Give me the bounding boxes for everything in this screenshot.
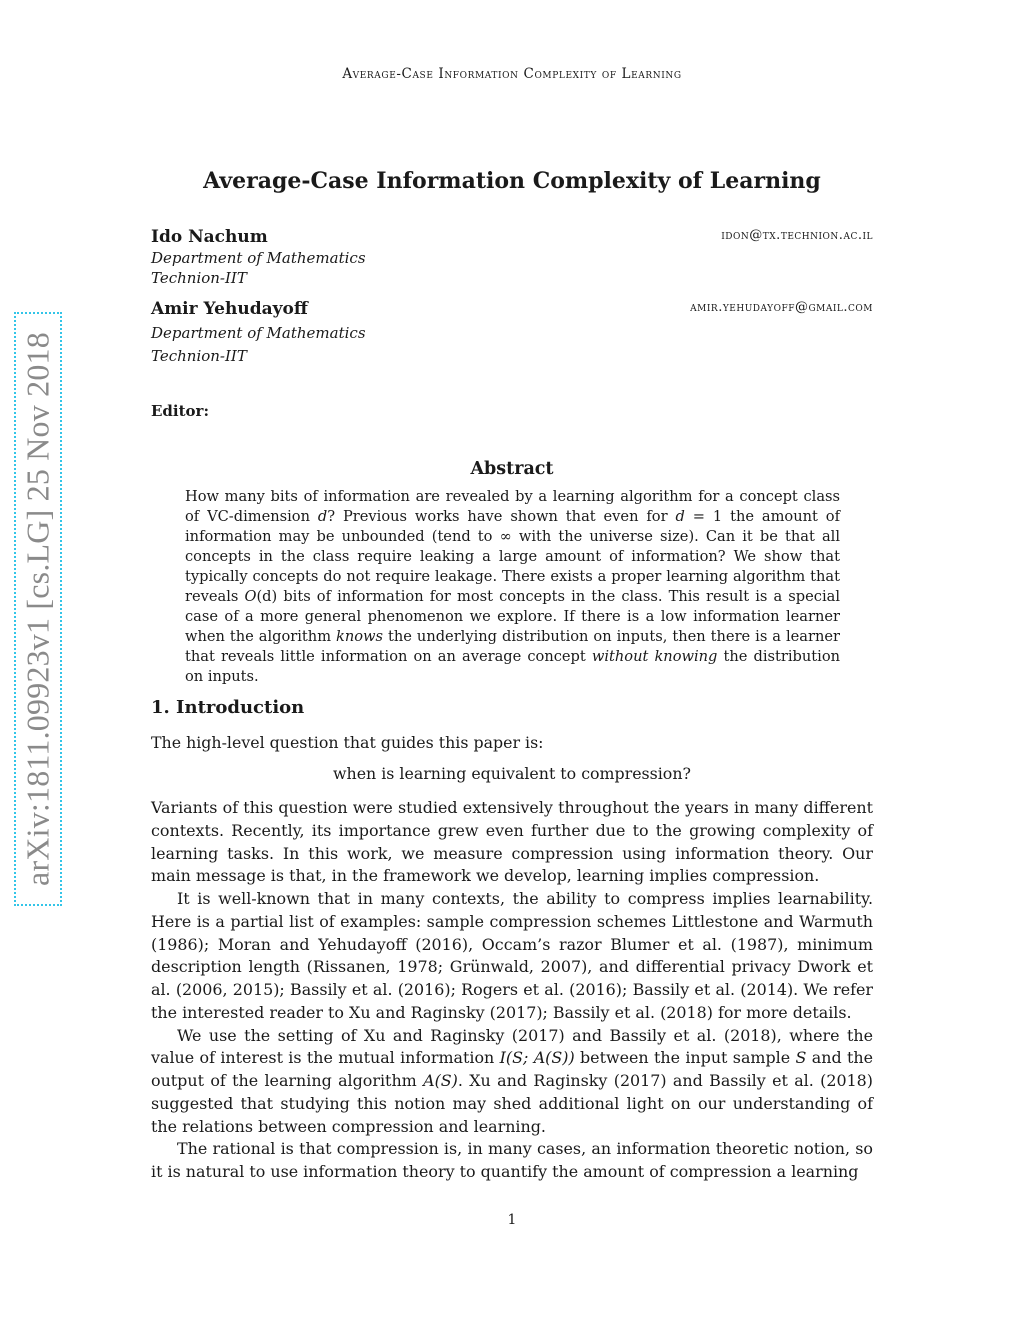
author-institution: Technion-IIT bbox=[151, 347, 247, 365]
author-email: amir.yehudayoff@gmail.com bbox=[690, 300, 873, 315]
abstract-body: How many bits of information are revealed by a learning algorithm for a concept class of VC-dimension d? Previous works have shown that even for d = 1 the amount of information may be unbounded (tend to ∞ with the universe size). Can it be that all concepts in the class require leaking a large amount of information? We show that typically concepts do not require leakage. There exists a proper learning algorithm that reveals O(d) bits of information for most concepts in the class. This result is a special case of a more general phenomenon we explore. If there is a low information learner when the algorithm knows the underlying distribution on inputs, then there is a learner that reveals little information on an average concept without knowing the distribution on inputs. bbox=[185, 488, 841, 685]
arxiv-stamp[interactable] bbox=[14, 312, 62, 906]
paragraph: We use the setting of Xu and Raginsky (2017) and Bassily et al. (2018), where the value of interest is the mutual information I(S; A(S)) between the input sample S and the output of the learning algorithm A(S). Xu and Raginsky (2017) and Bassily et al. (2018) suggested that studying this notion may shed additional light on our understanding of the relations between compression and learning. bbox=[151, 1025, 873, 1136]
paragraph: It is well-known that in many contexts, the ability to compress implies learnability. Here is a partial list of examples: sample compression schemes Littlestone and Warmuth (1986); Moran and Yehudayoff (2016), Occam’s razor Blumer et al. (1987), minimum description length (Rissanen, 1978; Grünwald, 2007), and differential privacy Dwork et al. (2006, 2015); Bassily et al. (2016); Rogers et al. (2016); Bassily et al. (2014). We refer the interested reader to Xu and Raginsky (2017); Bassily et al. (2018) for more details. bbox=[151, 889, 873, 1022]
page-number: 1 bbox=[507, 1212, 517, 1228]
intro-body bbox=[151, 797, 873, 1184]
author-department: Department of Mathematics bbox=[151, 249, 366, 267]
section-heading-introduction: 1. Introduction bbox=[151, 697, 305, 718]
intro-lead-sentence: The high-level question that guides this paper is: bbox=[151, 733, 544, 752]
author-email: idon@tx.technion.ac.il bbox=[721, 228, 873, 243]
paper-title: Average-Case Information Complexity of Learning bbox=[203, 168, 821, 194]
author-institution: Technion-IIT bbox=[151, 269, 247, 287]
abstract-heading: Abstract bbox=[470, 459, 554, 479]
running-head: Average-Case Information Complexity of Learning bbox=[342, 66, 682, 82]
author-department: Department of Mathematics bbox=[151, 324, 366, 342]
author-name: Amir Yehudayoff bbox=[151, 299, 308, 319]
paragraph: The rational is that compression is, in many cases, an information theoretic notion, so it is natural to use information theory to quantify the amount of compression a learning bbox=[151, 1139, 873, 1181]
intro-central-question: when is learning equivalent to compression? bbox=[333, 764, 691, 783]
author-block-2 bbox=[151, 298, 873, 366]
paragraph: Variants of this question were studied extensively throughout the years in many different contexts. Recently, its importance grew even further due to the growing complexity of learning tasks. In this work, we measure compression using information theory. Our main message is that, in the framework we develop, learning implies compression. bbox=[151, 798, 873, 886]
arxiv-identifier: arXiv:1811.09923v1 [cs.LG] 25 Nov 2018 bbox=[19, 332, 56, 886]
author-name: Ido Nachum bbox=[151, 227, 268, 247]
author-block-1 bbox=[151, 226, 873, 288]
editor-label: Editor: bbox=[151, 402, 209, 420]
